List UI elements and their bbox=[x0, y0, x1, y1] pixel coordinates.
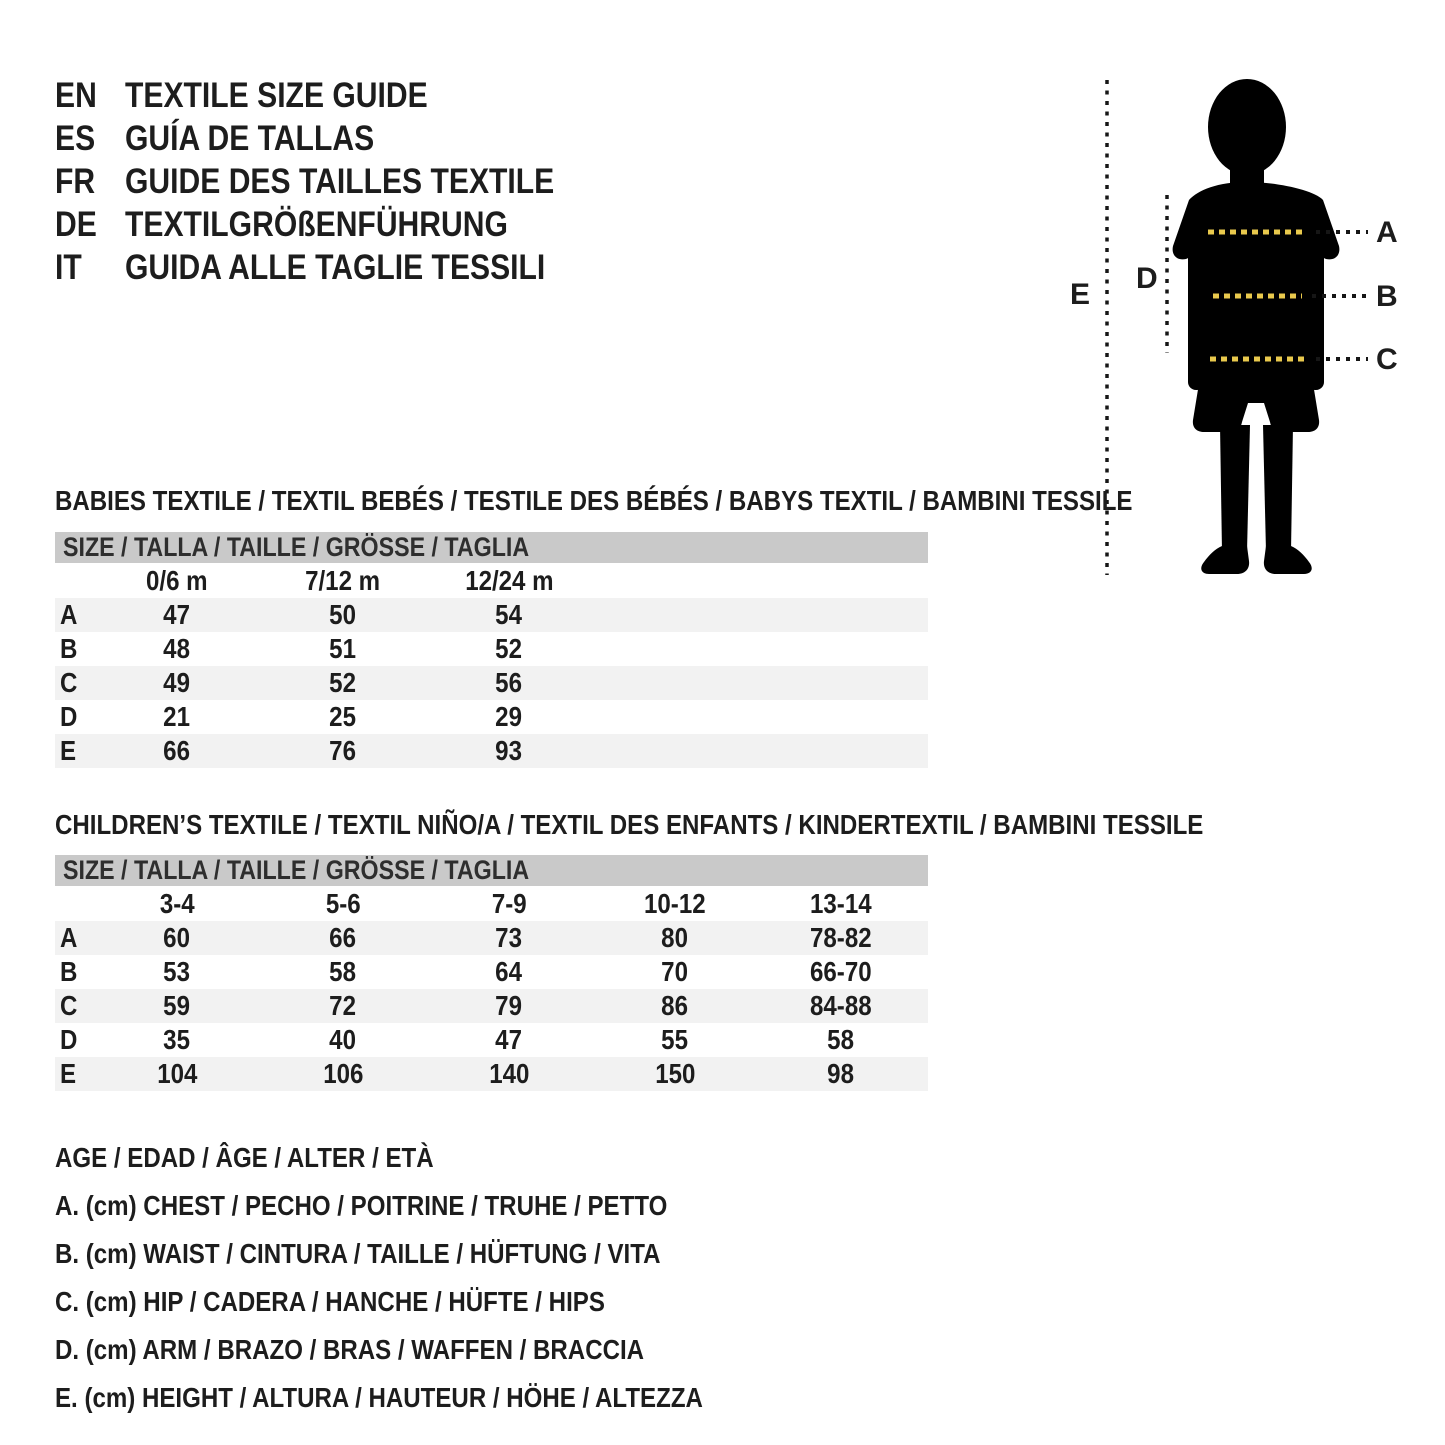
cell-value: 64 bbox=[495, 956, 523, 987]
lang-code: IT bbox=[55, 247, 82, 287]
babies-size-table bbox=[55, 532, 928, 768]
babies-column-header-row bbox=[55, 563, 928, 598]
cell-value: 59 bbox=[163, 990, 191, 1021]
cell-value: 140 bbox=[488, 1058, 530, 1089]
row-label: A bbox=[60, 599, 78, 630]
cell-value: 50 bbox=[329, 599, 357, 630]
lang-code: ES bbox=[55, 118, 96, 158]
lang-code: EN bbox=[55, 75, 97, 115]
cell-value: 48 bbox=[163, 633, 191, 664]
cell-value: 150 bbox=[654, 1058, 696, 1089]
legend-line-arm: D. (cm) ARM / BRAZO / BRAS / WAFFEN / BRACCIA bbox=[55, 1334, 645, 1365]
babies-col-header: 7/12 m bbox=[305, 564, 381, 596]
cell-value: 98 bbox=[827, 1058, 855, 1089]
lang-title: GUIDA ALLE TAGLIE TESSILI bbox=[125, 247, 546, 287]
table-row bbox=[55, 734, 928, 768]
table-row bbox=[55, 598, 928, 632]
cell-value: 70 bbox=[661, 956, 689, 987]
cell-value: 51 bbox=[329, 633, 357, 664]
cell-value: 106 bbox=[322, 1058, 364, 1089]
lang-code: DE bbox=[55, 204, 97, 244]
lang-row-fr bbox=[55, 160, 624, 203]
cell-value: 66 bbox=[163, 735, 191, 766]
cell-value: 76 bbox=[329, 735, 357, 766]
table-row bbox=[55, 1023, 928, 1057]
legend-line-hip: C. (cm) HIP / CADERA / HANCHE / HÜFTE / HIPS bbox=[55, 1286, 605, 1317]
diagram-label-c: C bbox=[1376, 343, 1398, 376]
cell-value: 52 bbox=[495, 633, 523, 664]
lang-row-de bbox=[55, 203, 624, 246]
cell-value: 54 bbox=[495, 599, 523, 630]
table-row bbox=[55, 1057, 928, 1091]
cell-value: 79 bbox=[495, 990, 523, 1021]
lang-title: TEXTILGRÖßENFÜHRUNG bbox=[125, 204, 508, 244]
diagram-label-b: B bbox=[1376, 280, 1398, 313]
table-row bbox=[55, 666, 928, 700]
table-row bbox=[55, 989, 928, 1023]
table-row bbox=[55, 632, 928, 666]
table-row bbox=[55, 700, 928, 734]
row-label: C bbox=[60, 990, 78, 1021]
children-col-header: 7-9 bbox=[491, 887, 527, 919]
cell-value: 93 bbox=[495, 735, 523, 766]
cell-value: 86 bbox=[661, 990, 689, 1021]
language-title-list bbox=[55, 74, 624, 289]
legend-line-height: E. (cm) HEIGHT / ALTURA / HAUTEUR / HÖHE / ALTEZZA bbox=[55, 1382, 703, 1413]
babies-col-header: 12/24 m bbox=[464, 564, 554, 596]
table-row bbox=[55, 921, 928, 955]
cell-value: 78-82 bbox=[810, 922, 872, 953]
children-size-header-bar: SIZE / TALLA / TAILLE / GRÖSSE / TAGLIA bbox=[55, 855, 928, 886]
cell-value: 66 bbox=[329, 922, 357, 953]
children-section-title: CHILDREN’S TEXTILE / TEXTIL NIÑO/A / TEXTIL DES ENFANTS / KINDERTEXTIL / BAMBINI TESSILE bbox=[55, 809, 1204, 840]
cell-value: 53 bbox=[163, 956, 191, 987]
row-label: E bbox=[60, 1058, 77, 1089]
lang-row-en bbox=[55, 74, 624, 117]
row-label: B bbox=[60, 633, 78, 664]
cell-value: 104 bbox=[156, 1058, 198, 1089]
cell-value: 35 bbox=[163, 1024, 191, 1055]
children-col-header: 3-4 bbox=[159, 887, 195, 919]
cell-value: 58 bbox=[329, 956, 357, 987]
cell-value: 84-88 bbox=[810, 990, 872, 1021]
cell-value: 52 bbox=[329, 667, 357, 698]
row-label: A bbox=[60, 922, 78, 953]
cell-value: 66-70 bbox=[810, 956, 872, 987]
diagram-label-e: E bbox=[1070, 278, 1091, 311]
babies-col-header: 0/6 m bbox=[146, 564, 208, 596]
cell-value: 25 bbox=[329, 701, 357, 732]
cell-value: 72 bbox=[329, 990, 357, 1021]
lang-title: GUÍA DE TALLAS bbox=[125, 118, 375, 158]
row-label: D bbox=[60, 701, 78, 732]
row-label: D bbox=[60, 1024, 78, 1055]
cell-value: 58 bbox=[827, 1024, 855, 1055]
lang-title: GUIDE DES TAILLES TEXTILE bbox=[125, 161, 555, 201]
legend-line-chest: A. (cm) CHEST / PECHO / POITRINE / TRUHE / PETTO bbox=[55, 1190, 668, 1221]
measurement-legend bbox=[55, 1134, 808, 1422]
children-col-header: 10-12 bbox=[644, 887, 706, 919]
cell-value: 47 bbox=[163, 599, 191, 630]
cell-value: 73 bbox=[495, 922, 523, 953]
lang-row-it bbox=[55, 246, 624, 289]
table-row bbox=[55, 955, 928, 989]
row-label: C bbox=[60, 667, 78, 698]
cell-value: 56 bbox=[495, 667, 523, 698]
diagram-label-d: D bbox=[1136, 262, 1158, 295]
cell-value: 21 bbox=[163, 701, 191, 732]
row-label: E bbox=[60, 735, 77, 766]
legend-line-waist: B. (cm) WAIST / CINTURA / TAILLE / HÜFTUNG / VITA bbox=[55, 1238, 661, 1269]
children-column-header-row bbox=[55, 886, 928, 921]
legend-line-age: AGE / EDAD / ÂGE / ALTER / ETÀ bbox=[55, 1142, 434, 1173]
babies-section-title: BABIES TEXTILE / TEXTIL BEBÉS / TESTILE DES BÉBÉS / BABYS TEXTIL / BAMBINI TESSILE bbox=[55, 485, 1133, 516]
cell-value: 49 bbox=[163, 667, 191, 698]
lang-title: TEXTILE SIZE GUIDE bbox=[125, 75, 428, 115]
row-label: B bbox=[60, 956, 78, 987]
lang-row-es bbox=[55, 117, 624, 160]
cell-value: 47 bbox=[495, 1024, 523, 1055]
cell-value: 60 bbox=[163, 922, 191, 953]
cell-value: 55 bbox=[661, 1024, 689, 1055]
cell-value: 40 bbox=[329, 1024, 357, 1055]
lang-code: FR bbox=[55, 161, 96, 201]
cell-value: 29 bbox=[495, 701, 523, 732]
diagram-label-a: A bbox=[1376, 216, 1398, 249]
babies-size-header-bar: SIZE / TALLA / TAILLE / GRÖSSE / TAGLIA bbox=[55, 532, 928, 563]
cell-value: 80 bbox=[661, 922, 689, 953]
children-col-header: 5-6 bbox=[325, 887, 361, 919]
children-size-table bbox=[55, 855, 928, 1091]
children-col-header: 13-14 bbox=[810, 887, 872, 919]
